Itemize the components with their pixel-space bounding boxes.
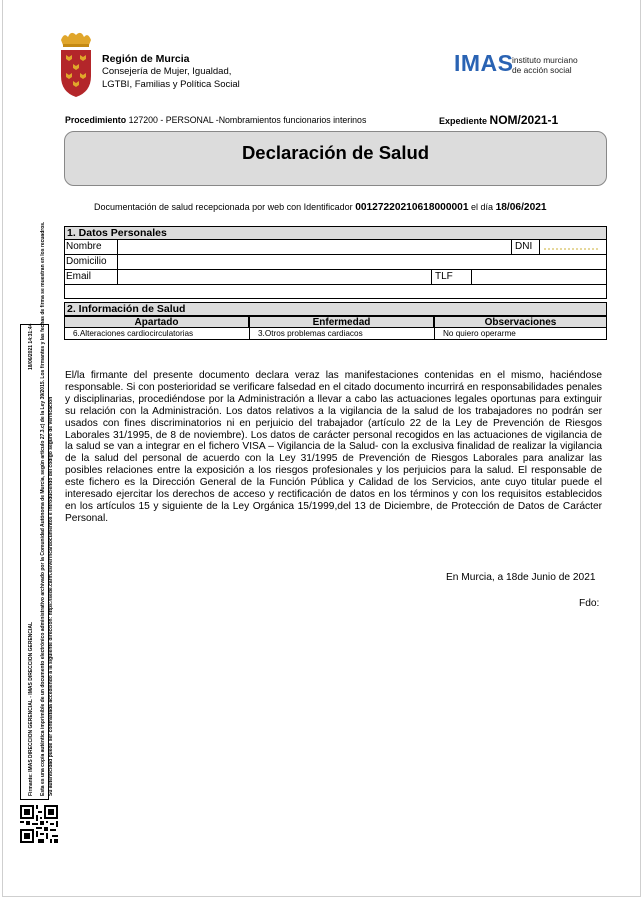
title-box xyxy=(64,131,607,186)
place-date: En Murcia, a 18de Junio de 2021 xyxy=(446,572,596,583)
row-nombre xyxy=(64,240,607,255)
signature-timestamp: 18/06/2021 14:31:44 xyxy=(28,323,34,370)
divider xyxy=(431,270,432,284)
procedure-label: Procedimiento xyxy=(65,115,127,125)
personal-data-heading: 1. Datos Personales xyxy=(64,226,607,240)
consejeria-line-2: LGTBI, Familias y Política Social xyxy=(102,79,240,90)
label-dni: DNI xyxy=(515,241,533,252)
page-title: Declaración de Salud xyxy=(241,142,430,163)
imas-subtitle-line-1: instituto murciano xyxy=(512,55,578,65)
divider xyxy=(539,240,540,254)
personal-data-spacer xyxy=(64,285,607,299)
divider xyxy=(471,270,472,284)
divider xyxy=(511,240,512,254)
legal-note-1: Esta es una copia auténtica imprimible de un documento electrónico administrativo archivado por la Comunidad Autónoma de Murcia, según artículo 27.3.c) de la Ley 39/2015. Los firmantes y las fechas de firma se muestran en los recuadros. xyxy=(40,221,46,796)
divider xyxy=(117,270,118,284)
doc-identifier: 00127220210618000001 xyxy=(355,202,469,213)
col-apartado: Apartado xyxy=(64,316,249,328)
label-nombre: Nombre xyxy=(66,241,102,252)
expediente-label: Expediente xyxy=(439,116,488,126)
doc-line-prefix: Documentación de salud recepcionada por web con Identificador xyxy=(94,202,353,212)
cell-apartado: 6.Alteraciones cardiocirculatorias xyxy=(64,328,249,340)
consejeria-line-1: Consejería de Mujer, Igualdad, xyxy=(102,66,232,77)
health-info-heading: 2. Información de Salud xyxy=(64,302,607,316)
signer-text: Firmante: IMAS DIRECCION GERENCIAL - IMAS DIRECCION GERENCIAL xyxy=(28,621,34,796)
imas-subtitle-line-2: de acción social xyxy=(512,65,572,75)
label-email: Email xyxy=(66,271,92,282)
imas-subtitle xyxy=(512,55,578,75)
doc-date: 18/06/2021 xyxy=(495,202,547,213)
health-table-header xyxy=(64,316,607,328)
table-row xyxy=(64,328,607,340)
col-enfermedad: Enfermedad xyxy=(249,316,434,328)
cell-enfermedad: 3.Otros problemas cardiacos xyxy=(249,328,434,340)
region-crest-icon xyxy=(58,30,94,100)
qr-code-icon xyxy=(20,805,58,843)
label-tlf: TLF xyxy=(435,271,453,282)
row-domicilio xyxy=(64,255,607,270)
documentation-line xyxy=(94,202,547,213)
procedure-line xyxy=(65,115,366,125)
divider xyxy=(117,255,118,269)
imas-logo xyxy=(454,50,578,77)
declaration-text: El/la firmante del presente documento declara veraz las manifestaciones contenidas en el mismo, haciéndose responsable. Si con posterioridad se verificare falsedad en el citado documento incurrirá en responsabilidades penales y disciplinarias, procediéndose por la Administración a llevar a cabo las actuaciones legales oportunas para extinguir su relación con la Administración. Los datos relativos a la vigilancia de la salud de los trabajadores no podrán ser usados con fines discriminatorios ni en perjuicio del trabajador (artículo 22 de la Ley de Prevención de Riesgos Laborales 31/1995, de 8 de noviembre). Los datos de carácter personal recogidos en las actuaciones de vigilancia de la salud se van a integrar en el fichero VISA – Vigilancia de la Salud- con la exclusiva finalidad de realizar la vigilancia de la salud del personal de acuerdo con la Ley 31/1995 de Prevención de Riesgos Laborales para analizar las posibles relaciones entre la exposición a los riesgos profesionales y los perjuicios para la salud. El responsable de este fichero es la Dirección General de la Función Pública y Calidad de los Servicios, ante cuyo titular puede el interesado ejercitar los derechos de acceso y rectificación de datos en los términos y con los requisitos establecidos en los artículos 15 y siguiente de la Ley Orgánica 15/1999,del 13 de Diciembre, de Protección de Datos de Carácter Personal. xyxy=(65,370,602,524)
region-title: Región de Murcia xyxy=(102,53,190,65)
expediente-value: NOM/2021-1 xyxy=(489,113,559,127)
procedure-text: 127200 - PERSONAL -Nombramientos funcionarios interinos xyxy=(128,115,367,125)
redacted-dni xyxy=(542,244,602,252)
doc-line-mid: el día xyxy=(471,202,494,212)
divider xyxy=(117,240,118,254)
expediente xyxy=(439,113,558,127)
signature-label: Fdo: xyxy=(579,598,600,609)
row-email xyxy=(64,270,607,285)
imas-wordmark: IMAS xyxy=(454,50,514,76)
legal-note-2: Su autenticidad puede ser contrastada accediendo a la siguiente dirección: https://sede.carm.es/verificardocumentos e introduciendo del código seguro de verificación xyxy=(48,396,54,796)
col-observaciones: Observaciones xyxy=(434,316,607,328)
cell-observaciones: No quiero operarme xyxy=(434,328,607,340)
label-domicilio: Domicilio xyxy=(66,256,107,267)
